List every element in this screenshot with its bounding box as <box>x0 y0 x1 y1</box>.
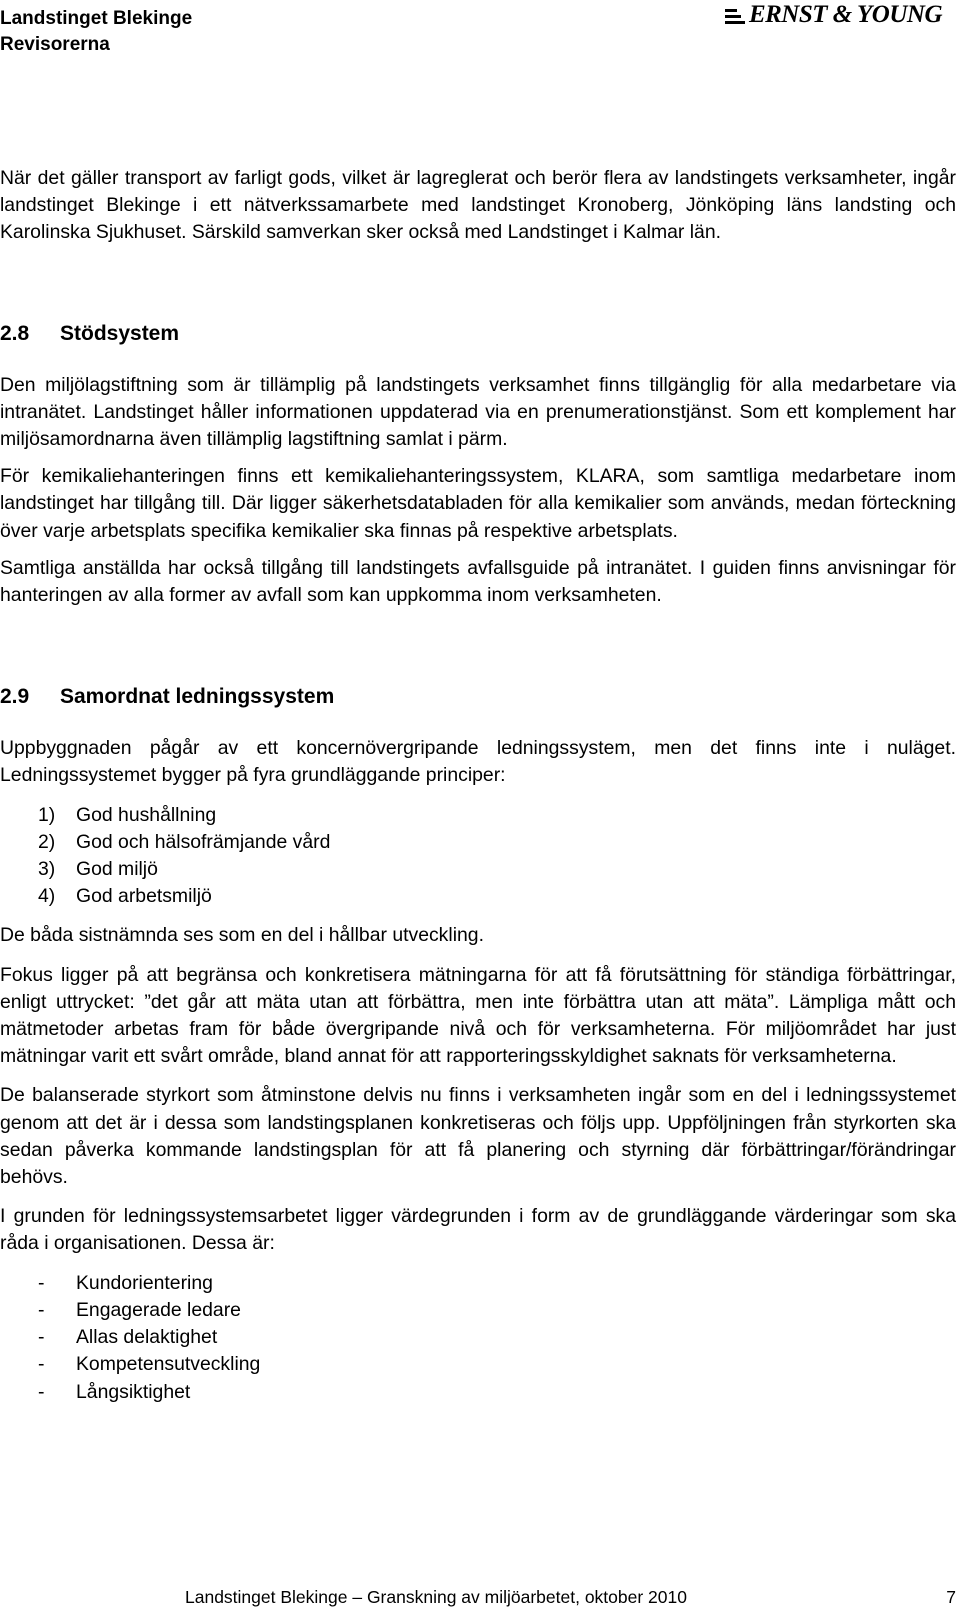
list-item: 1) God hushållning <box>38 803 217 826</box>
paragraph: I grunden för ledningssystemsarbetet ligger värdegrunden i form av de grundläggande värderingar som ska råda i organisationen. Dessa är: <box>0 1205 956 1255</box>
ernst-young-logo <box>725 2 942 28</box>
section-number: 2.8 <box>0 321 30 345</box>
section-heading-2-9 <box>0 683 956 711</box>
paragraph: För kemikaliehanteringen finns ett kemikaliehanteringssystem, KLARA, som samtliga medarbetare inom landstinget har tillgång till. Där ligger säkerhetsdatabladen för alla kemikalier som används, medan förteckning över varje arbetsplats specifika kemikalier ska finnas på respektive arbetsplats. <box>0 465 956 542</box>
header-org: Landstinget Blekinge <box>0 8 193 29</box>
logo-mark-icon <box>725 9 745 24</box>
principles-list <box>0 802 956 911</box>
list-item: 2) God och hälsofrämjande vård <box>38 830 331 853</box>
list-item: - Kompetensutveckling <box>38 1353 261 1376</box>
list-item: 3) God miljö <box>38 858 158 881</box>
list-item: - Långsiktighet <box>38 1380 191 1403</box>
list-item: - Allas delaktighet <box>38 1326 218 1349</box>
section-title: Stödsystem <box>60 321 180 345</box>
paragraph: De båda sistnämnda ses som en del i hållbar utveckling. <box>0 924 484 947</box>
document-body <box>0 165 956 1406</box>
list-item: - Engagerade ledare <box>38 1298 241 1321</box>
paragraph: Samtliga anställda har också tillgång till landstingets avfallsguide på intranätet. I guiden finns anvisningar för hanteringen av alla former av avfall som kan uppkomma inom verksamheten. <box>0 556 956 607</box>
paragraph: Uppbyggnaden pågår av ett koncernövergripande ledningssystem, men det finns inte i nuläget. Ledningssystemet bygger på fyra grundläggande principer: <box>0 737 956 787</box>
header-dept: Revisorerna <box>0 34 110 55</box>
paragraph: De balanserade styrkort som åtminstone delvis nu finns i verksamheten ingår som en del i ledningssystemet genom att det är i dessa som landstingsplanen konkretiseras och följs upp. Uppföljningen från styrkorten ska sedan påverka kommande landstingsplan för att få planering och styrning där förbättringar/förändringar behövs. <box>0 1084 956 1189</box>
section-title: Samordnat ledningssystem <box>60 685 335 709</box>
logo-text: ERNST & YOUNG <box>748 1 942 28</box>
list-item: 4) God arbetsmiljö <box>38 885 212 908</box>
page-number: 7 <box>946 1587 956 1607</box>
section-heading-2-8 <box>0 320 956 348</box>
paragraph: Den miljölagstiftning som är tillämplig på landstingets verksamhet finns tillgänglig för alla medarbetare via intranätet. Landstinget håller informationen uppdaterad via en prenumerationstjänst. Som ett komplement har miljösamordnarna även tillämplig lagstiftning samlat i pärm. <box>0 373 956 451</box>
values-list <box>0 1270 956 1406</box>
intro-paragraph: När det gäller transport av farligt gods, vilket är lagreglerat och berör flera av landstingets verksamheter, ingår landstinget Blekinge i ett nätverkssamarbete med landstinget Kronoberg, Jönköping läns landsting och Karolinska Sjukhuset. Särskild samverkan sker också med Landstinget i Kalmar län. <box>0 167 956 244</box>
section-number: 2.9 <box>0 685 30 709</box>
page-header <box>0 6 192 58</box>
paragraph: Fokus ligger på att begränsa och konkretisera mätningarna för att få förutsättning för ständiga förbättringar, enligt uttrycket: ”det går att mäta utan att förbättra, men inte förbättra utan att mäta”. Lämpliga mått och mätmetoder arbetas fram för både övergripande nivå och för verksamheterna. För miljöområdet har just mätningar varit ett svårt område, bland annat för att rapporteringsskyldighet saknats för verksamheterna. <box>0 963 956 1068</box>
list-item: - Kundorientering <box>38 1271 213 1294</box>
footer-text: Landstinget Blekinge – Granskning av miljöarbetet, oktober 2010 <box>185 1587 687 1607</box>
